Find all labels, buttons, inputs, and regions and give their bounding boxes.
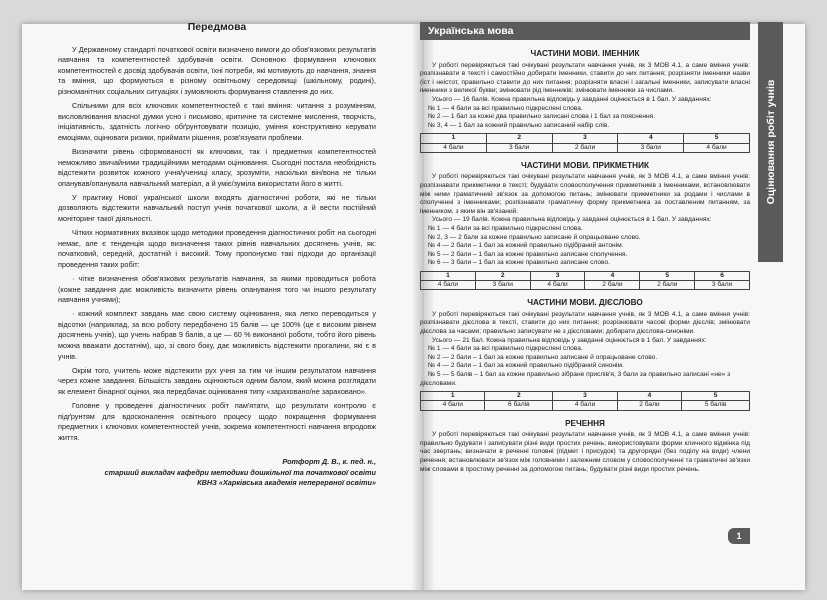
task-points: 3 бали [475,281,530,290]
preface-title: Передмова [187,21,247,33]
task-points: 6 балів [485,401,553,410]
task-number: 1 [421,134,487,143]
task-points: 3 бали [486,143,552,152]
task-points: 3 бали [618,143,684,152]
author-name: Ротфорт Д. В., к. пед. н., [282,457,376,467]
task-number: 3 [530,271,585,280]
section-sentence [420,420,750,475]
task-number: 4 [618,134,684,143]
section-scoring-line: Усього — 19 балів. Кожна правильна відповідь у завданні оцінюється в 1 бал. У завданнях: [432,216,712,224]
task-points: 4 бали [421,143,487,152]
section-text: У роботі перевіряються такі очікувані результати навчання учнів, як 3 МОВ 4.1, а саме вміння учнів: розпізнавати дієслова в тексті, ставити до них питання; розрізнювати часові форми дієслів; змінювати дієслова за часами; правильно записувати не з дієсловами; добирати дієслова-синоніми. [420,310,750,336]
preface-paragraph: Визначити рівень сформованості як ключових, так і предметних компетентностей неможливо звичайними традиційними методами оцінювання. Сьогодні постала необхідність відстежити розвиток кожного учня/учениці класу, зрозуміти, наскільки він/вона не тільки опанував/опанувала навчальний матеріал, а й уміє/зуміла використати його в житті. [58,146,376,188]
task-number: 4 [585,271,640,280]
task-number: 3 [553,392,617,401]
section-title: ЧАСТИНИ МОВИ. ДІЄСЛОВО [527,298,643,308]
section-scoring-line: № 6 — 3 бали – 1 бал за кожне правильно записане слово. [428,259,610,267]
assessment-page [420,22,750,552]
section-scoring-line: № 4 — 2 бали – 1 бал за кожний правильно підібраний синонім. [428,362,624,370]
task-points: 3 бали [695,281,750,290]
section-verb [420,299,750,410]
task-number: 5 [682,392,750,401]
preface-bullet: · кожний комплект завдань має свою систему оцінювання, яка легко переводиться у відсотки (наприклад, за всю роботу передбачено 15 балів — це 100% (це є високим рівнем досягнень учнів), що учень набрав 9 балів, а це — 60 % виконаної роботи, тобто його рівень можна вважати достатнім), що, зі свого боку, дає можливість відстежити прогалини, які є в учнів. [58,309,376,361]
task-points: 2 бали [640,281,695,290]
task-points: 2 бали [617,401,681,410]
section-title: ЧАСТИНИ МОВИ. ПРИКМЕТНИК [521,160,649,170]
section-scoring-line: Усього — 21 бал. Кожна правильна відповідь у завданні оцінюється в 1 бал. У завданнях: [432,336,707,344]
section-text: У роботі перевіряються такі очікувані результати навчання учнів, як 3 МОВ 4.1, а саме вміння учнів: розпізнавати в тексті і самостійно добирати іменники, ставити до них питання; розрізняти іменники назви (іст і неістот, правильно ставити до них питання; розрізняти власні і загальні іменники, записувати власні іменники з великої букви; змінювати рід іменників; змінювати іменники за числами. [420,61,750,95]
section-scoring-line: № 1 — 4 бали за всі правильно підкреслені слова. [428,224,583,232]
task-number: 1 [421,392,485,401]
section-title: РЕЧЕННЯ [565,418,605,428]
preface-paragraph: Головне у проведенні діагностичних робіт пам'ятати, що результати контролю є підґрунтям для вдосконалення освітнього процесу щодо покращення формування предметних і ключових компетентностей учнів, зокрема компетентності навчання впродовж життя. [58,401,376,442]
side-tab-label: Оцінювання робіт учнів [764,79,777,205]
subject-header: Українська мова [420,22,750,40]
task-points: 4 бали [684,143,750,152]
task-number: 5 [640,271,695,280]
preface-paragraph: У Державному стандарті початкової освіти визначено вимоги до обов'язкових результатів навчання та компетентностей здобувачів освіти. Основною формування ключових компетентностей є досвід здобувачів освіти, їхні потреби, які мотивують до навчання, знання та вміння, що формуються в різному освітньому середовищі (шкільному, родині), різноманітних соціальних ситуаціях і зумовлюють формування ставлення до них. [58,44,376,96]
task-number: 5 [684,134,750,143]
section-title: ЧАСТИНИ МОВИ. ІМЕННИК [530,49,640,58]
preface-bullet: · чітке визначення обов'язкових результатів навчання, за якими проводиться робота (кожне завдання дає можливість визначити рівень опанування того чи іншого результату навчання учнями); [58,273,376,305]
section-text: У роботі перевіряються такі очікувані результати навчання учнів, як 3 МОВ 4.1, а саме вміння учнів: правильно будувати і записувати різні види простих речень; використовувати форми кличного відмінка під час звертань; визначати в реченні головні (підмет і присудок) та другорядні (без поділу на види) члени речення; встановлювати зв'язок між головними і залежним словом у словосполученні та граматичні зв'язки між словами в простому реченні за допомогою питань; будувати різні види простих речень. [420,431,750,473]
section-scoring-line: № 5 — 2 бали – 1 бал за кожне правильно записане сполучення. [428,250,628,258]
task-number: 2 [485,392,553,401]
section-noun [420,50,750,153]
section-adjective [420,162,750,291]
section-scoring-line: № 2 — 2 бали – 1 бал за кожне правильно записане й опрацьоване слово. [428,353,658,361]
preface-page [58,22,376,552]
section-scoring-line: № 2, 3 — 2 бали за кожне правильно записане й опрацьоване слово. [428,233,641,241]
task-number: 2 [486,134,552,143]
task-points: 2 бали [552,143,618,152]
task-points: 4 бали [553,401,617,410]
task-number: 6 [695,271,750,280]
task-points: 4 бали [421,401,485,410]
section-text: У роботі перевіряються такі очікувані результати навчання учнів, як 3 МОВ 4.1, а саме вміння учнів: розпізнавати прикметники в тексті; будувати словосполучення прикметників з іменниками, встановлювати між ними граматичний зв'язок за допомогою питань; змінювати прикметники за родами і числами в сполученні з іменниками; розпізнавати граматичну форму прикметника за поставленим питанням, за іменником, з яким він зв'язаний. [420,173,750,215]
page-number: 1 [728,528,750,544]
task-number: 3 [552,134,618,143]
section-scoring-line: № 2 — 1 бал за кожні два правильно записані слова і 1 бал за пояснення. [428,113,656,121]
author-position: старший викладач кафедри методики дошкільної та початкової освіти [104,467,376,477]
section-scoring-line: № 1 — 4 бали за всі правильно підкреслені слова. [428,104,583,112]
preface-paragraph: Окрім того, учитель може відстежити рух учня за тим чи іншим результатом навчання через кожне завдання. Більшість завдань оцінюються одним балом, який можна розглядати як елемент бінарної оцінки, яка передбачає оцінювання типу «зараховано/не зараховано». [58,365,376,396]
task-points: 5 балів [682,401,750,410]
side-tab [758,22,783,262]
preface-paragraph: Чітких нормативних вказівок щодо методики проведення діагностичних робіт на сьогодні немає, але є тенденція щодо визначення таких рівнів навчальних досягнень учнів, як: початковий, середній, достатній і високий. Тому пропонуємо такі підходи до організації проведення таких робіт: [58,228,376,269]
section-scoring-line: № 4 — 2 бали – 1 бал за кожний правильно підібраний антонім. [428,242,624,250]
task-number: 2 [475,271,530,280]
score-table [420,133,750,152]
task-points: 4 бали [421,281,476,290]
section-scoring-line: Усього — 16 балів. Кожна правильна відповідь у завданні оцінюється в 1 бал. У завданнях: [432,95,712,103]
author-signature [58,457,376,488]
section-scoring-line: № 5 — 5 балів – 1 бал за кожне правильно зібране прислів'я, 3 бали за правильно записані «не» з дієсловами. [420,371,731,387]
preface-paragraph: У практику Нової української школи входять діагностичні роботи, які не тільки дозволяють відстежити навчальний поступ учнів початкової школи, а й вести постійний моніторинг такої діяльності. [58,192,376,223]
task-points: 2 бали [585,281,640,290]
score-table [420,271,750,290]
section-scoring-line: № 3, 4 — 1 бал за кожний правильно записаний набір слів. [428,121,610,129]
section-scoring-line: № 1 — 4 бали за всі правильно підкреслені слова. [428,345,583,353]
task-number: 1 [421,271,476,280]
author-institution: КВНЗ «Харківська академія неперервної освіти» [197,478,376,488]
task-number: 4 [617,392,681,401]
preface-paragraph: Спільними для всіх ключових компетентностей є такі вміння: читання з розумінням, висловлювання власної думки усно і письмово, критичне та системне мислення, творчість, ініціативність, здатність логічно обґрунтовувати позицію, уміння конструктивно керувати емоціями, оцінювати ризики, приймати рішення, розв'язувати проблеми. [58,101,376,142]
score-table [420,391,750,410]
task-points: 4 бали [530,281,585,290]
